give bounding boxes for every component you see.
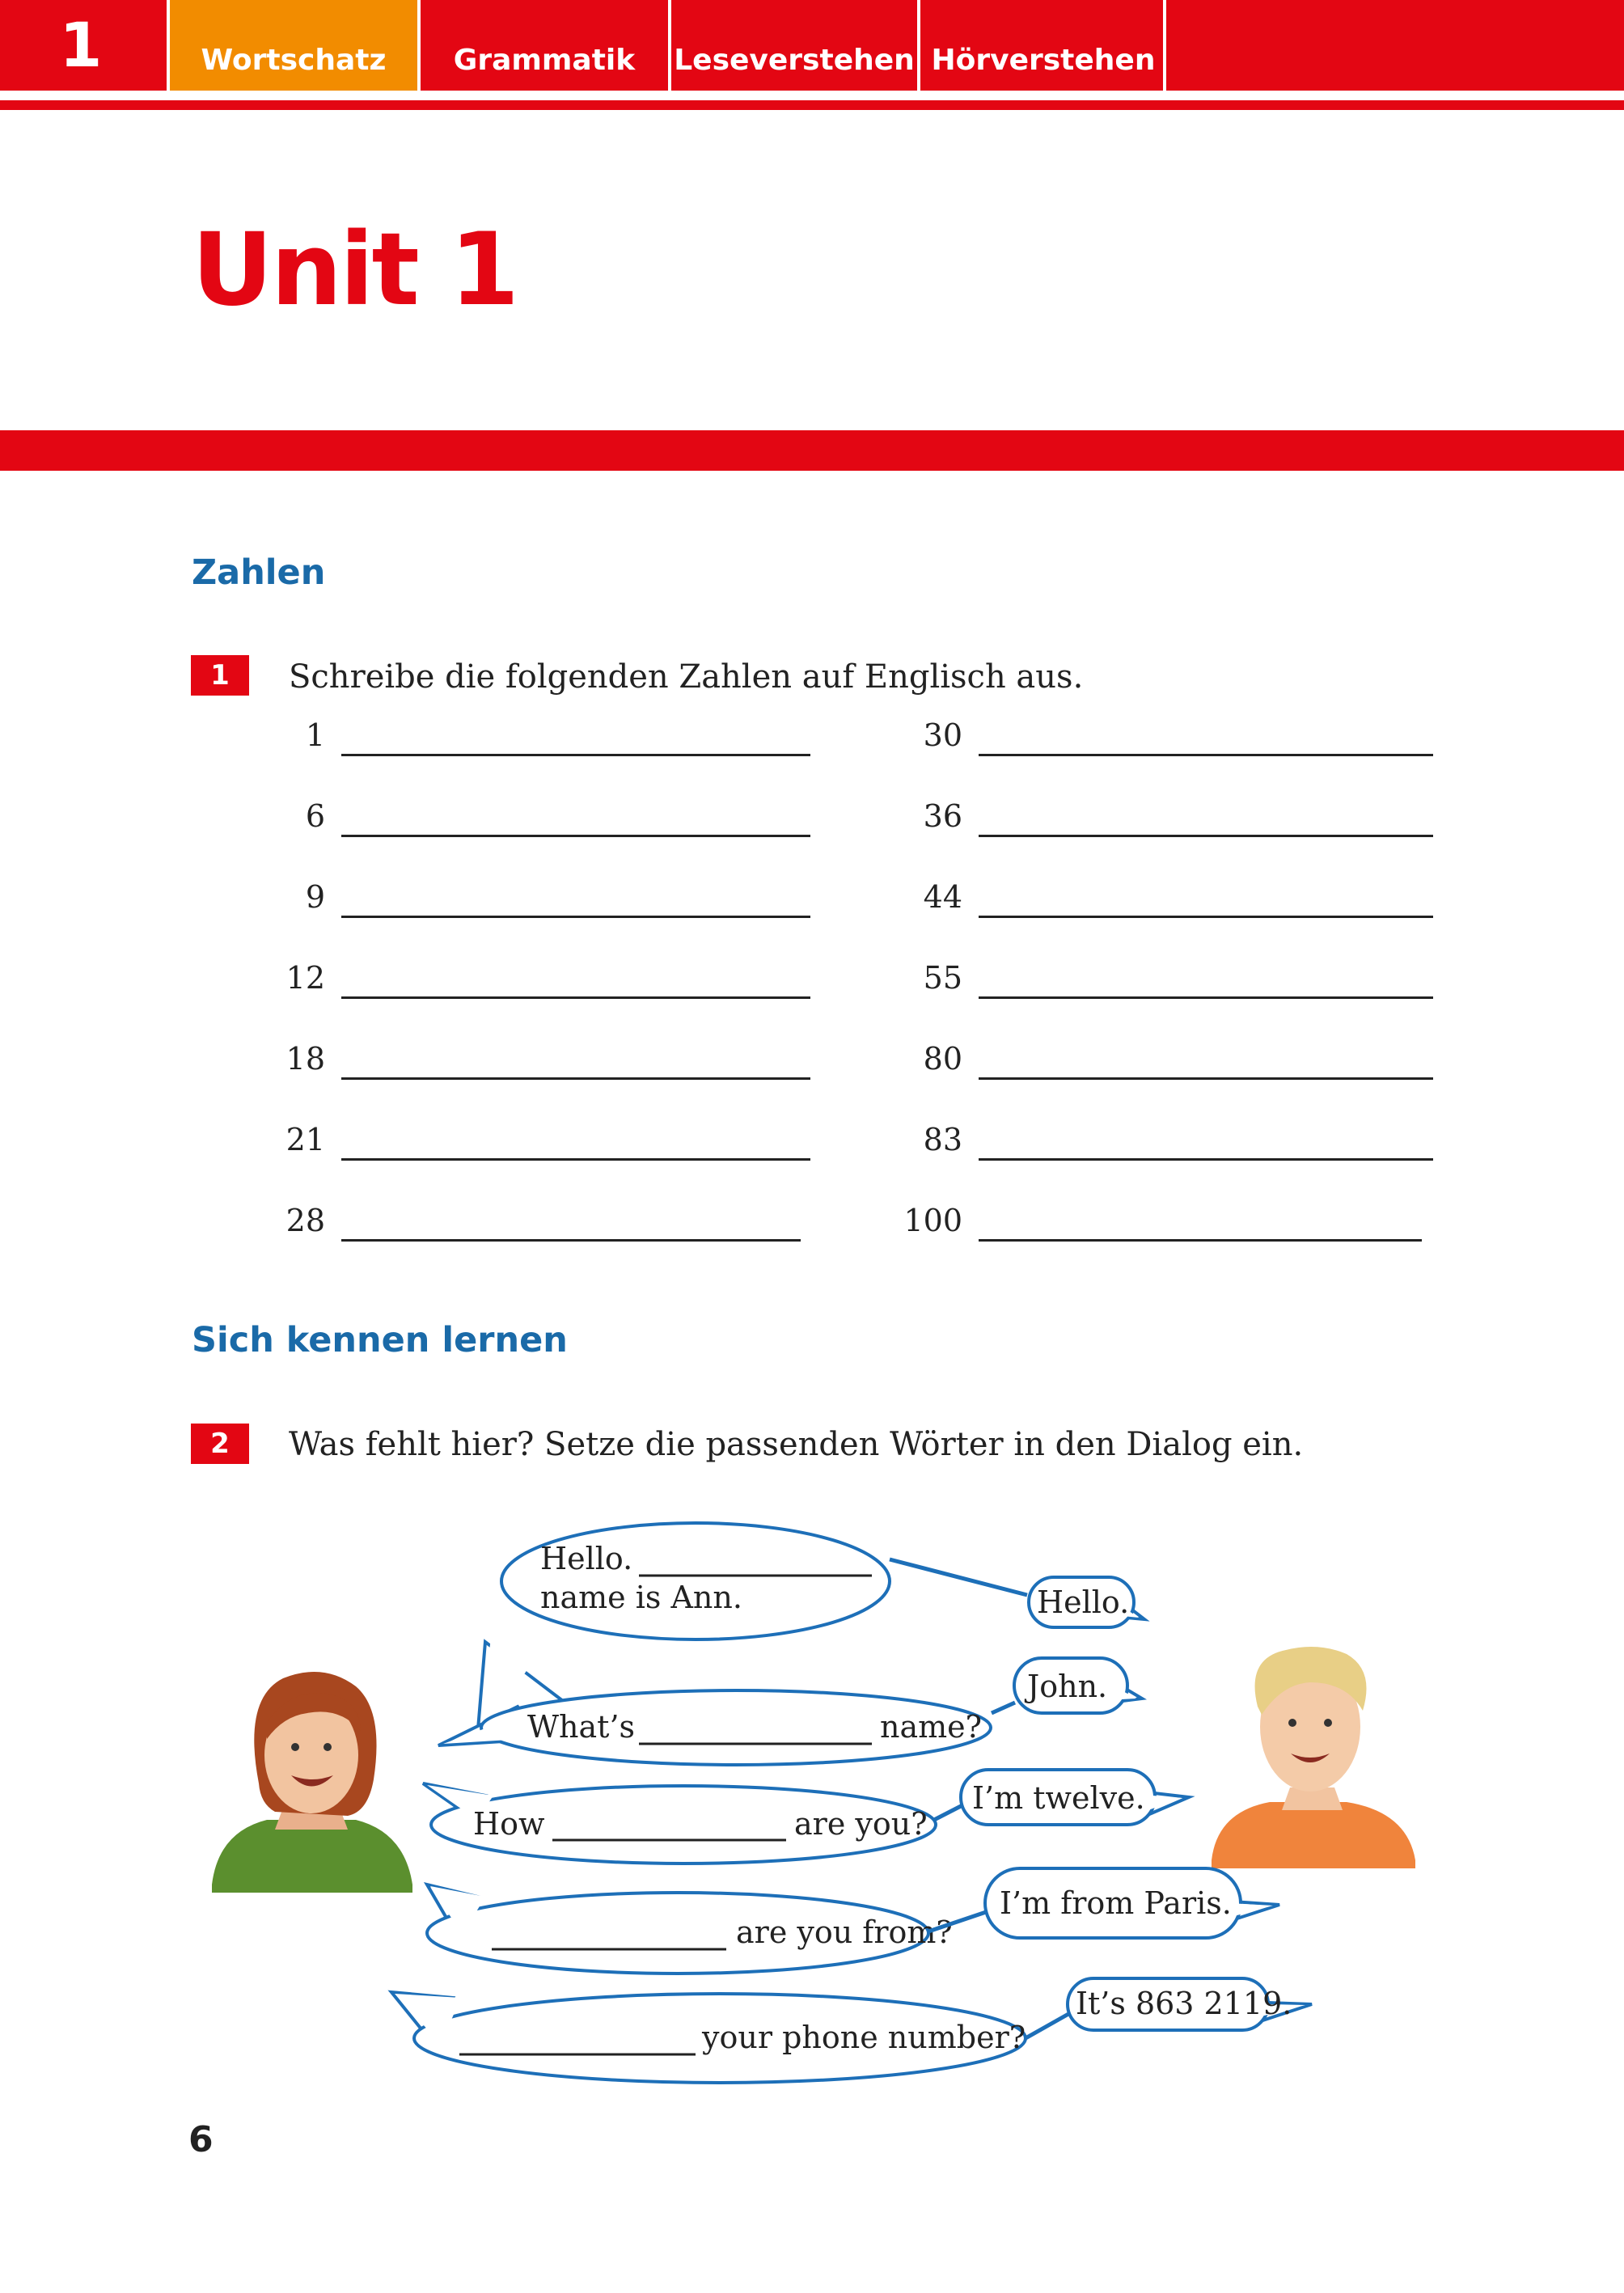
number-label: 55 xyxy=(923,960,962,996)
number-label: 44 xyxy=(923,879,962,915)
john-reply-5: It’s 863 2119. xyxy=(1076,1986,1292,2021)
task-2-instruction: Was fehlt hier? Setze die passenden Wörter in den Dialog ein. xyxy=(289,1426,1304,1463)
ann-bubble-3 xyxy=(423,1783,936,1864)
task-1-instruction: Schreibe die folgenden Zahlen auf Englisch aus. xyxy=(289,658,1084,696)
john-bubble-5 xyxy=(1068,1978,1312,2030)
ann-bubble-2-post: name? xyxy=(880,1709,983,1745)
ann-bubble-3-post: are you? xyxy=(794,1806,928,1842)
unit-title: Unit 1 xyxy=(192,212,518,328)
chapter-number: 1 xyxy=(59,9,103,81)
number-label: 36 xyxy=(923,798,962,834)
task-number-1: 1 xyxy=(191,655,249,696)
ann-bubble-5 xyxy=(391,1992,1026,2083)
number-label: 83 xyxy=(923,1122,962,1157)
section-heading-zahlen: Zahlen xyxy=(192,552,326,593)
section-heading-sich-kennen-lernen: Sich kennen lernen xyxy=(192,1320,568,1360)
number-label: 6 xyxy=(305,798,325,834)
ann-bubble-4-post: are you from? xyxy=(736,1914,953,1950)
connector-1 xyxy=(890,1559,1027,1595)
ann-bubble-1-line2: name is Ann. xyxy=(540,1580,742,1615)
connector-3 xyxy=(934,1805,962,1820)
boy-john-illustration xyxy=(1212,1647,1415,1868)
john-reply-4: I’m from Paris. xyxy=(1000,1885,1232,1921)
john-bubble-2 xyxy=(1014,1658,1142,1713)
tab-hoerverstehen[interactable]: Hörverstehen xyxy=(917,0,1166,91)
tab-wortschatz[interactable]: Wortschatz xyxy=(167,0,417,91)
john-reply-2: John. xyxy=(1027,1669,1108,1704)
ann-bubble-4 xyxy=(427,1885,953,1974)
tab-grammatik[interactable]: Grammatik xyxy=(417,0,668,91)
john-reply-3: I’m twelve. xyxy=(972,1780,1145,1816)
john-bubble-1 xyxy=(1029,1577,1144,1627)
page-number: 6 xyxy=(188,2119,214,2160)
number-label: 21 xyxy=(285,1122,325,1157)
john-reply-1: Hello. xyxy=(1037,1584,1130,1620)
number-label: 18 xyxy=(285,1041,325,1077)
number-label: 100 xyxy=(903,1203,962,1238)
number-label: 1 xyxy=(305,717,325,753)
number-label: 12 xyxy=(285,960,325,996)
john-bubble-4 xyxy=(985,1868,1279,1938)
number-label: 30 xyxy=(923,717,962,753)
ann-bubble-1-line1: Hello. xyxy=(540,1541,633,1576)
ann-bubble-2-pre: What’s xyxy=(527,1709,636,1745)
task-number-2: 2 xyxy=(191,1424,249,1464)
girl-ann-illustration xyxy=(212,1672,412,1893)
ann-bubble-5-post: your phone number? xyxy=(702,2020,1026,2055)
tab-leseverstehen[interactable]: Leseverstehen xyxy=(668,0,917,91)
number-label: 80 xyxy=(923,1041,962,1077)
ann-bubble-3-pre: How xyxy=(473,1806,545,1842)
number-label: 9 xyxy=(305,879,325,915)
connector-2 xyxy=(992,1703,1015,1713)
number-label: 28 xyxy=(285,1203,325,1238)
john-bubble-3 xyxy=(961,1770,1189,1825)
